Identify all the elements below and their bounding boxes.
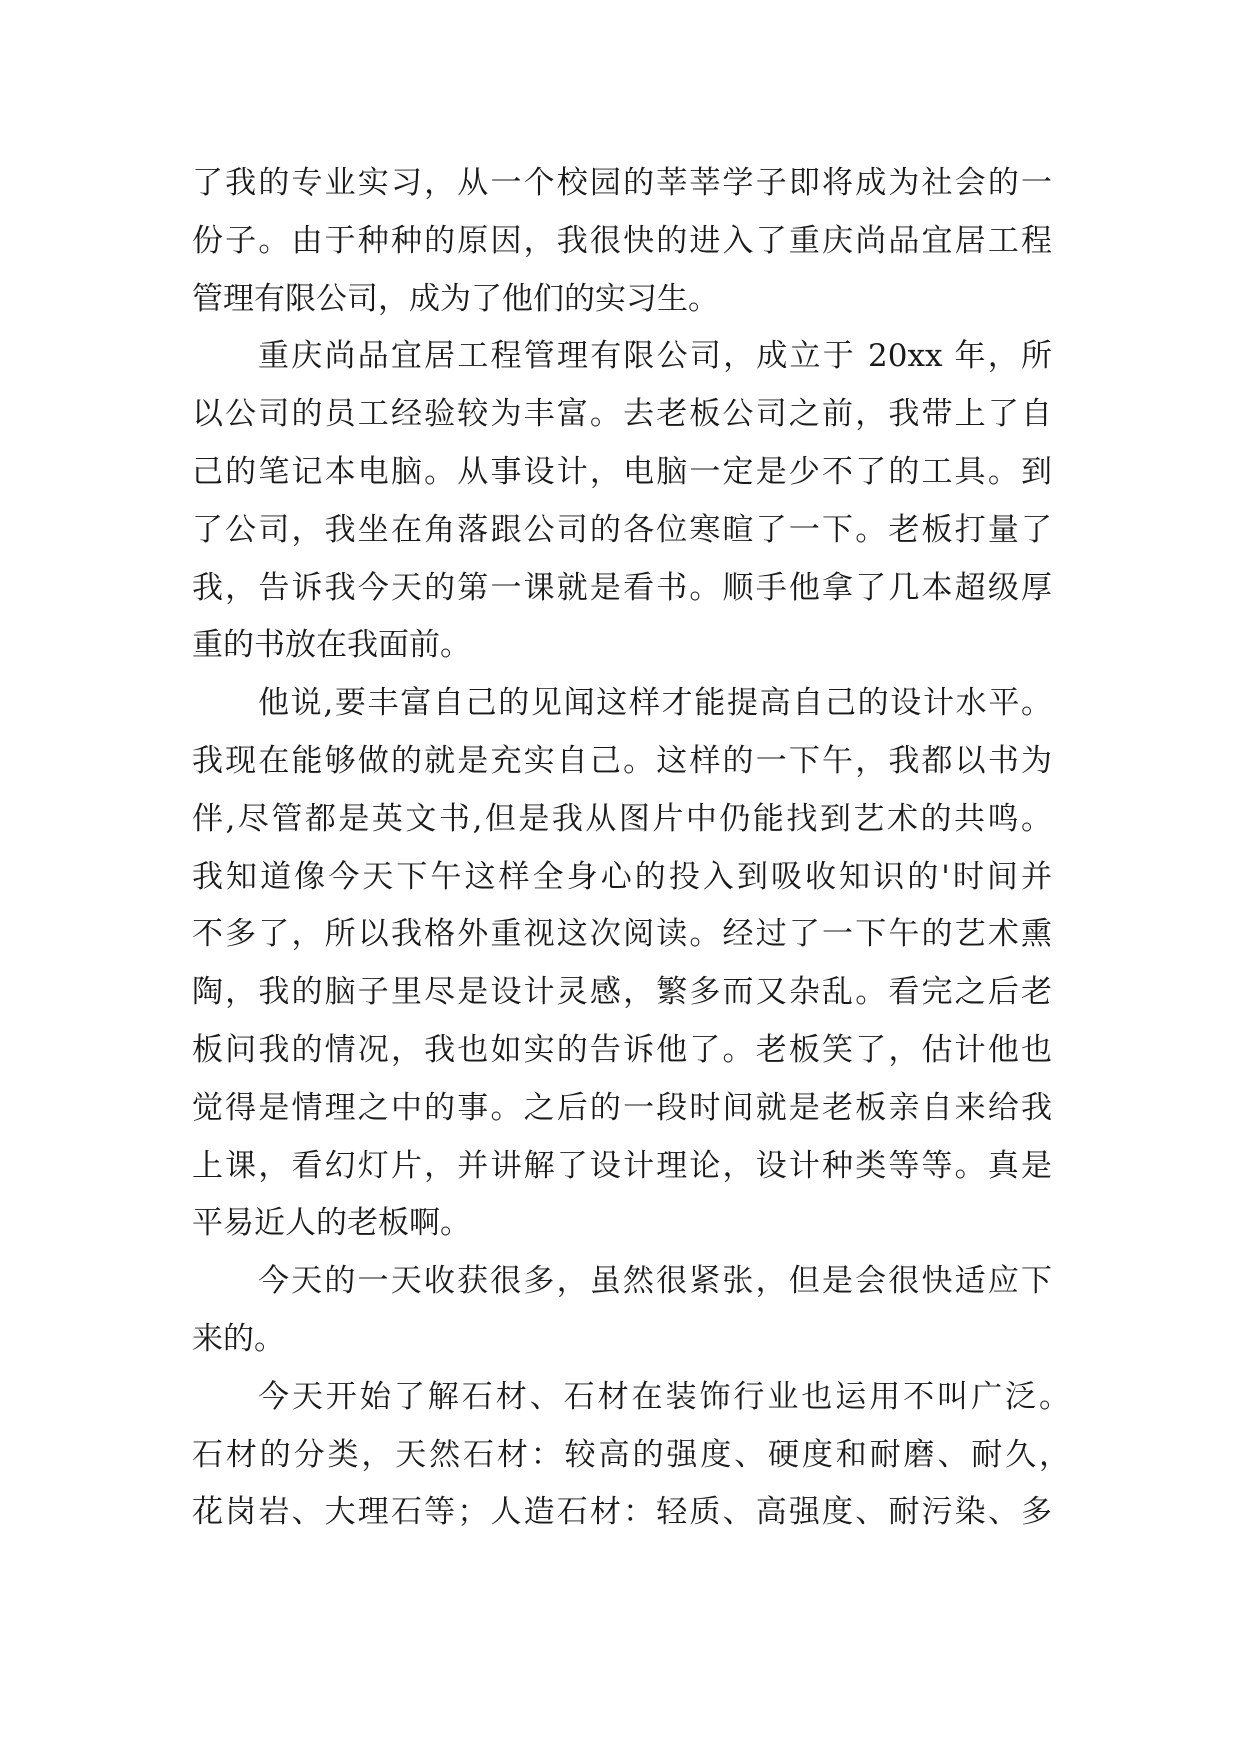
text-line: 觉得是情理之中的事。之后的一段时间就是老板亲自来给我 bbox=[192, 1089, 1052, 1126]
text-line: 伴,尽管都是英文书,但是我从图片中仍能找到艺术的共鸣。 bbox=[192, 800, 1052, 837]
text-line: 石材的分类，天然石材：较高的强度、硬度和耐磨、耐久， bbox=[192, 1436, 1070, 1473]
text-line: 今天开始了解石材、石材在装饰行业也运用不叫广泛。 bbox=[258, 1378, 1070, 1415]
text-line: 了公司，我坐在角落跟公司的各位寒暄了一下。老板打量了 bbox=[192, 511, 1052, 548]
text-line: 我知道像今天下午这样全身心的投入到吸收知识的'时间并 bbox=[192, 858, 1052, 895]
text-line: 今天的一天收获很多，虽然很紧张，但是会很快适应下 bbox=[258, 1263, 1052, 1300]
text-line: 了我的专业实习，从一个校园的莘莘学子即将成为社会的一 bbox=[192, 165, 1052, 201]
text-line: 份子。由于种种的原因，我很快的进入了重庆尚品宜居工程 bbox=[192, 222, 1052, 259]
text-line: 我，告诉我今天的第一课就是看书。顺手他拿了几本超级厚 bbox=[192, 569, 1052, 606]
text-line: 陶，我的脑子里尽是设计灵感，繁多而又杂乱。看完之后老 bbox=[192, 974, 1052, 1011]
text-line: 花岗岩、大理石等；人造石材：轻质、高强度、耐污染、多 bbox=[192, 1494, 1052, 1531]
text-line: 己的笔记本电脑。从事设计，电脑一定是少不了的工具。到 bbox=[192, 453, 1052, 490]
text-line: 上课，看幻灯片，并讲解了设计理论，设计种类等等。真是 bbox=[192, 1147, 1052, 1184]
text-line: 重的书放在我面前。 bbox=[192, 627, 471, 664]
text-line: 管理有限公司，成为了他们的实习生。 bbox=[192, 280, 719, 317]
text-line: 他说,要丰富自己的见闻这样才能提高自己的设计水平。 bbox=[258, 685, 1052, 722]
text-line: 以公司的员工经验较为丰富。去老板公司之前，我带上了自 bbox=[192, 396, 1052, 433]
text-line: 重庆尚品宜居工程管理有限公司，成立于 20xx 年，所 bbox=[258, 338, 1052, 375]
text-line: 我现在能够做的就是充实自己。这样的一下午，我都以书为 bbox=[192, 742, 1052, 779]
text-line: 来的。 bbox=[192, 1320, 285, 1357]
text-line: 平易近人的老板啊。 bbox=[192, 1205, 471, 1242]
document-body bbox=[192, 155, 1070, 1542]
text-line: 不多了，所以我格外重视这次阅读。经过了一下午的艺术熏 bbox=[192, 916, 1052, 953]
text-line: 板问我的情况，我也如实的告诉他了。老板笑了，估计他也 bbox=[192, 1031, 1052, 1068]
